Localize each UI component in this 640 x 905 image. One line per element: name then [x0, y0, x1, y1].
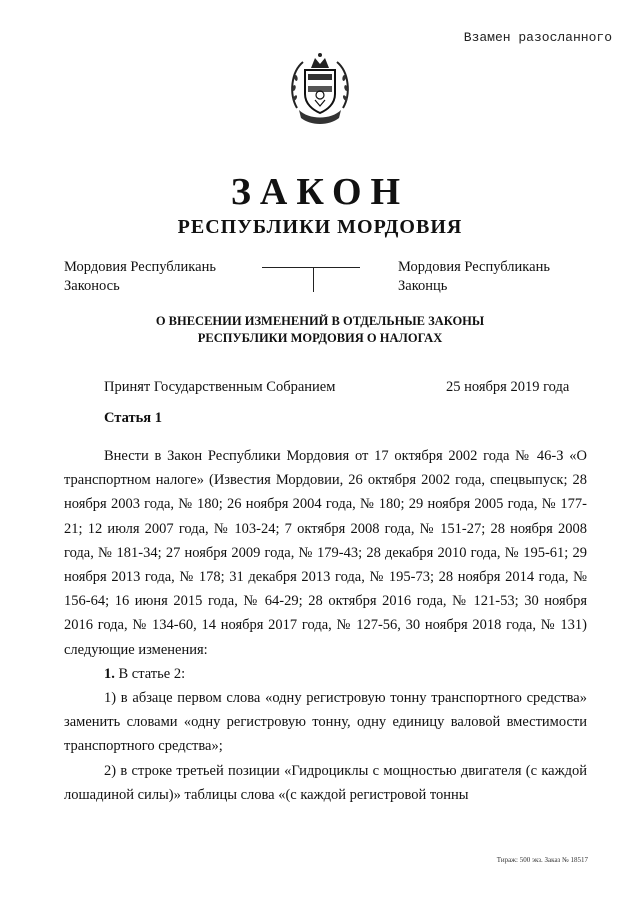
place-left-line-2: Законось: [64, 278, 120, 294]
item-text: В статье 2:: [118, 665, 186, 682]
place-left-line-1: Мордовия Республикань: [64, 259, 216, 275]
reissue-stamp: Взамен разосланного: [463, 30, 612, 45]
law-heading-line-1: О ВНЕСЕНИИ ИЗМЕНЕНИЙ В ОТДЕЛЬНЫЕ ЗАКОНЫ: [155, 314, 485, 328]
law-heading-line-2: РЕСПУБЛИКИ МОРДОВИЯ О НАЛОГАХ: [197, 331, 443, 345]
place-left: [64, 258, 216, 296]
document-title: ЗАКОН: [230, 171, 410, 213]
law-heading: [0, 313, 640, 347]
article-body: [64, 444, 587, 807]
coat-of-arms-emblem: [287, 50, 353, 126]
item-number: 1.: [104, 665, 115, 682]
adopted-date: 25 ноября 2019 года: [446, 379, 570, 395]
place-right: [398, 258, 550, 296]
paragraph-subitem-2: 2) в строке третьей позиции «Гидроциклы с мощностью двигателя (с каждой лошадиной силы)» таблицы слова «(с каждой регистровой тонны: [64, 762, 587, 803]
article-heading: Статья 1: [104, 410, 162, 426]
paragraph-item-1: [64, 662, 587, 686]
paragraph-subitem-1: 1) в абзаце первом слова «одну регистровую тонну транспортного средства» заменить словами «одну регистровую тонну, одну единицу валовой вместимости транспортного средства»;: [64, 690, 587, 755]
adopted-by: Принят Государственным Собранием: [104, 379, 336, 395]
place-right-line-1: Мордовия Республикань: [398, 259, 550, 275]
header-divider-vertical: [313, 268, 314, 292]
header-divider-horizontal: [262, 267, 360, 268]
paragraph-intro: Внести в Закон Республики Мордовия от 17 октября 2002 года № 46-З «О транспортном налоге» (Известия Мордовии, 26 октября 2002 года, спецвыпуск; 28 ноября 2003 года, № 180; 26 ноября 2004 года, № 180; 29 ноября 2005 года, № 177-21; 12 июля 2007 года, № 103-24; 7 октября 2008 года, № 151-27; 28 ноября 2008 года, № 181-34; 27 ноября 2009 года, № 179-43; 28 декабря 2010 года, № 195-61; 29 ноября 2013 года, № 178; 31 декабря 2013 года, № 195-73; 28 ноября 2014 года, № 156-64; 16 июня 2015 года, № 64-29; 28 октября 2016 года, № 121-53; 30 ноября 2016 года, № 134-60, 14 ноября 2017 года, № 127-56, 30 ноября 2018 года, № 131) следующие изменения:: [64, 448, 587, 658]
document-subtitle: РЕСПУБЛИКИ МОРДОВИЯ: [177, 216, 463, 238]
place-right-line-2: Законць: [398, 278, 448, 294]
print-run-footer: Тираж: 500 экз. Заказ № 18517: [496, 856, 588, 864]
